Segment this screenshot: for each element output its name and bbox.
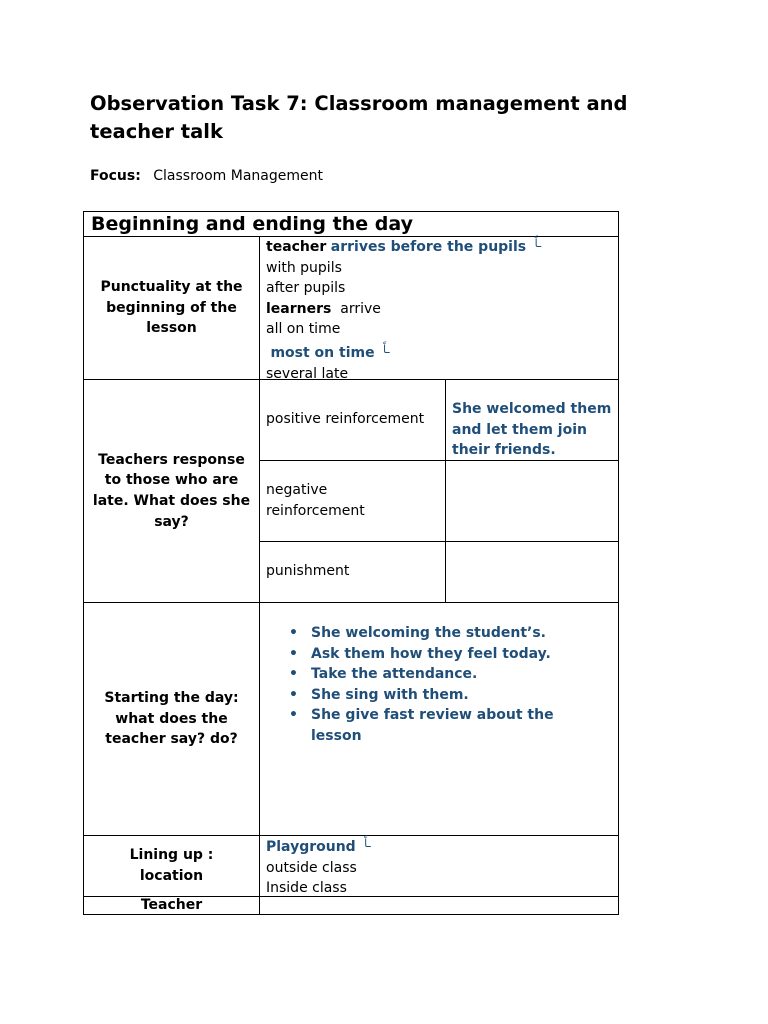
learners-selected-option: most on time <box>270 344 375 361</box>
positive-reinforcement-answer: She welcomed them and let them join their friends. <box>452 401 612 459</box>
punishment-label: punishment <box>266 563 350 579</box>
teacher-selected-option: arrives before the pupils <box>330 239 527 255</box>
observation-table <box>83 211 619 915</box>
check-mark-icon: ـاً <box>364 837 371 850</box>
table-rule <box>259 541 619 542</box>
lining-options <box>266 834 616 899</box>
list-item: • She give fast review about the lesson <box>287 705 587 746</box>
learners-option: all on time <box>266 321 341 338</box>
list-item: • Ask them how they feel today. <box>287 644 587 665</box>
lining-option: Inside class <box>266 880 347 897</box>
check-mark-icon: ـاً <box>534 237 542 250</box>
lining-selected-line <box>266 834 616 858</box>
learners-option: several late <box>266 365 349 382</box>
learners-option: arrive <box>340 300 381 317</box>
lining-selected-option: Playground <box>266 839 356 855</box>
learners-line <box>266 299 616 320</box>
list-item: • She sing with them. <box>287 685 587 706</box>
list-item: • Take the attendance. <box>287 664 587 685</box>
teacher-option: after pupils <box>266 280 346 297</box>
section-header: Beginning and ending the day <box>91 213 413 235</box>
table-column-rule <box>259 236 260 915</box>
table-border-right <box>618 211 619 915</box>
check-mark-icon: ـاً <box>383 342 390 356</box>
negative-reinforcement-label: negative reinforcement <box>266 482 365 519</box>
document-title: Observation Task 7: Classroom management and teacher talk <box>90 92 628 143</box>
focus-line <box>90 168 323 184</box>
teacher-label: teacher <box>266 239 327 255</box>
teacher-row-label: Teacher <box>140 897 203 913</box>
punctuality-options <box>266 234 616 384</box>
learners-selected-line <box>266 340 616 364</box>
table-border-bottom <box>83 914 619 915</box>
table-column-rule <box>445 379 446 602</box>
lining-option: outside class <box>266 859 357 876</box>
teacher-option: with pupils <box>266 259 342 276</box>
focus-label: Focus: <box>90 168 141 184</box>
list-item: • She welcoming the student’s. <box>287 623 587 644</box>
focus-value: Classroom Management <box>153 168 323 184</box>
teacher-row-value <box>266 897 616 914</box>
positive-reinforcement-label: positive reinforcement <box>266 411 425 427</box>
starting-list <box>287 623 587 747</box>
lining-label: Lining up : location <box>129 847 214 884</box>
starting-label: Starting the day: what does the teacher say? do? <box>104 690 239 748</box>
learners-label: learners <box>266 300 332 317</box>
punctuality-label: Punctuality at the beginning of the lesson <box>100 279 243 337</box>
response-label: Teachers response to those who are late. What does she say? <box>92 451 251 530</box>
teacher-line <box>266 234 616 258</box>
starting-answers <box>287 623 587 747</box>
